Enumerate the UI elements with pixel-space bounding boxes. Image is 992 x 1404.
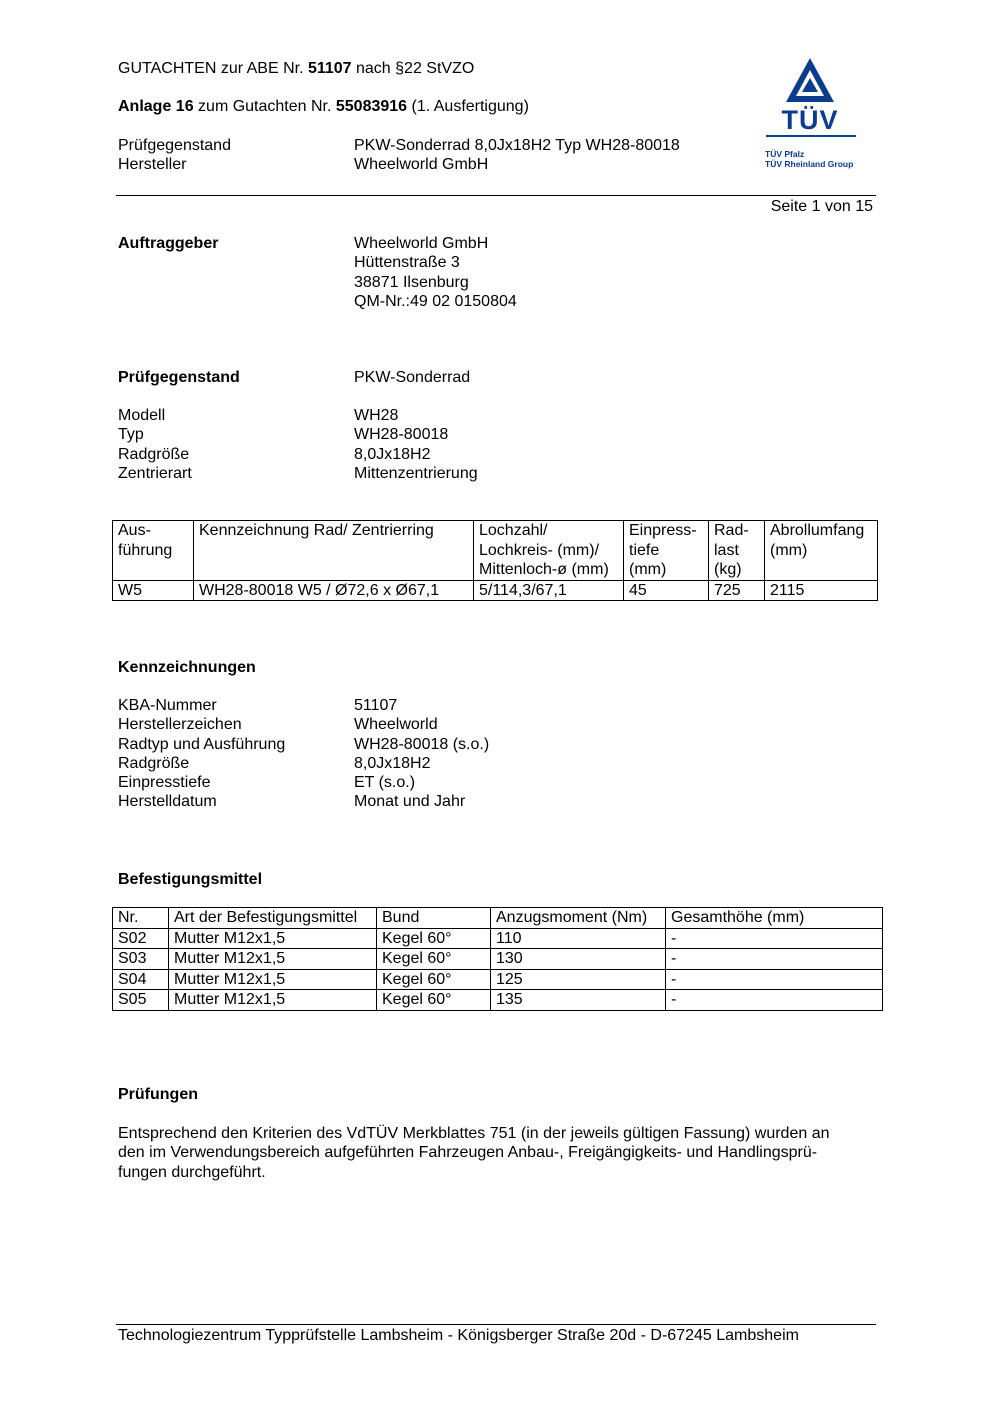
table-cell: Kegel 60°: [377, 949, 491, 970]
detail-label: Zentrierart: [118, 464, 192, 482]
table-cell: 2115: [765, 580, 878, 601]
detail-row: [118, 425, 478, 444]
address-line: Wheelworld GmbH: [354, 235, 489, 252]
header-ausfertigung: (1. Ausfertigung): [407, 98, 529, 115]
table-cell: 125: [491, 969, 666, 990]
table-cell: Kegel 60°: [377, 990, 491, 1011]
header-text: (mm): [629, 561, 667, 578]
tuv-logo-subtitle: [765, 150, 853, 169]
table-cell: 45: [624, 580, 709, 601]
paragraph-line: Entsprechend den Kriterien des VdTÜV Merkblattes 751 (in der jeweils gültigen Fassung) wurden an: [118, 1125, 830, 1142]
tuv-logo: [760, 56, 860, 172]
kennzeichnung-row: [118, 754, 489, 773]
address-line: 38871 Ilsenburg: [354, 273, 469, 291]
table-row: [113, 969, 883, 990]
table-row: [113, 580, 878, 601]
tuv-logo-rule: [766, 135, 856, 137]
header-divider: [116, 195, 876, 196]
header-text: Lochkreis- (mm)/: [479, 541, 600, 559]
header-abe-suffix: nach §22 StVZO: [351, 60, 475, 77]
pruefungen-paragraph: [118, 1124, 830, 1182]
pruefgegenstand-label: Prüfgegenstand: [118, 369, 240, 386]
kennzeichnungen-title: Kennzeichnungen: [118, 659, 256, 676]
kennzeichnung-value: 8,0Jx18H2: [354, 754, 431, 772]
header-text: Einpress-: [629, 522, 697, 539]
table-cell: 110: [491, 928, 666, 949]
pruefungen-title: Prüfungen: [118, 1086, 198, 1103]
header-text: Lochzahl/: [479, 522, 548, 539]
header-text: Kennzeichnung Rad/ Zentrierring: [199, 522, 434, 539]
wheel-header-cell: [765, 521, 878, 581]
kennzeichnung-row: [118, 735, 489, 754]
detail-value: WH28: [354, 407, 399, 424]
kennzeichnung-value: Wheelworld: [354, 716, 438, 734]
kennzeichnung-label: Radtyp und Ausführung: [118, 735, 286, 753]
table-cell: -: [666, 990, 883, 1011]
kennzeichnung-value: Monat und Jahr: [354, 793, 466, 811]
wheel-table-header: [113, 521, 878, 581]
paragraph-line: fungen durchgeführt.: [118, 1163, 266, 1181]
befestigung-header-cell: Bund: [377, 908, 491, 929]
kennzeichnung-label: Radgröße: [118, 754, 190, 772]
table-cell: Kegel 60°: [377, 969, 491, 990]
table-cell: -: [666, 969, 883, 990]
kennzeichnung-row: [118, 773, 489, 792]
table-row: [113, 949, 883, 970]
table-cell: Kegel 60°: [377, 928, 491, 949]
header-row: [118, 155, 680, 174]
header-row-label: Hersteller: [118, 156, 187, 174]
wheel-header-cell: [194, 521, 474, 581]
header-text: Rad-: [714, 522, 749, 539]
befestigung-table: [112, 907, 883, 1011]
wheel-header-cell: [624, 521, 709, 581]
detail-value: Mittenzentrierung: [354, 464, 478, 482]
header-abe-line: [118, 59, 474, 78]
table-row: [113, 990, 883, 1011]
tuv-logo-text: TÜV: [781, 105, 839, 135]
wheel-header-cell: [474, 521, 624, 581]
detail-value: 8,0Jx18H2: [354, 445, 431, 463]
kennzeichnung-label: Herstelldatum: [118, 793, 217, 811]
wheel-header-cell: [709, 521, 765, 581]
header-text: (mm): [770, 541, 808, 559]
kennzeichnung-value: 51107: [354, 697, 398, 714]
detail-row: [118, 445, 478, 464]
paragraph-line: den im Verwendungsbereich aufgeführten Fahrzeugen Anbau-, Freigängigkeits- und Handlingsprü-: [118, 1144, 818, 1162]
kennzeichnung-value: WH28-80018 (s.o.): [354, 735, 490, 753]
tuv-logo-sub1: TÜV Pfalz: [765, 149, 805, 159]
kennzeichnungen-list: [118, 696, 489, 812]
detail-label: Modell: [118, 407, 166, 424]
pruefgegenstand-details: [118, 406, 478, 483]
header-anlage-mid: zum Gutachten Nr.: [193, 98, 336, 115]
befestigung-header-cell: Art der Befestigungsmittel: [169, 908, 377, 929]
table-cell: 725: [709, 580, 765, 601]
table-cell: WH28-80018 W5 / Ø72,6 x Ø67,1: [194, 580, 474, 601]
header-abe-number: 51107: [307, 60, 352, 77]
table-cell: Mutter M12x1,5: [169, 928, 377, 949]
tuv-logo-sub2: TÜV Rheinland Group: [765, 158, 854, 169]
header-text: Mittenloch-ø (mm): [479, 561, 609, 578]
table-cell: S04: [113, 969, 169, 990]
footer-address: Technologiezentrum Typprüfstelle Lambsheim - Königsberger Straße 20d - D-67245 Lambsheim: [118, 1327, 799, 1344]
auftraggeber-label: Auftraggeber: [118, 235, 219, 252]
table-cell: 135: [491, 990, 666, 1011]
table-cell: Mutter M12x1,5: [169, 949, 377, 970]
header-row-label: Prüfgegenstand: [118, 137, 231, 154]
table-row: [113, 928, 883, 949]
befestigung-header-cell: Gesamthöhe (mm): [666, 908, 883, 929]
header-text: last: [714, 541, 739, 559]
header-row-value: Wheelworld GmbH: [354, 156, 489, 174]
page-number: Seite 1 von 15: [770, 198, 873, 215]
header-text: tiefe: [629, 541, 660, 559]
header-gutachten-number: 55083916: [335, 98, 408, 115]
auftraggeber-address: [354, 234, 517, 311]
header-row-value: PKW-Sonderrad 8,0Jx18H2 Typ WH28-80018: [354, 137, 680, 154]
kennzeichnung-label: Herstellerzeichen: [118, 716, 242, 734]
table-cell: Mutter M12x1,5: [169, 990, 377, 1011]
kennzeichnung-row: [118, 715, 489, 734]
table-cell: S05: [113, 990, 169, 1011]
address-line: QM-Nr.:49 02 0150804: [354, 292, 517, 310]
wheel-table: [112, 520, 878, 601]
detail-label: Radgröße: [118, 445, 190, 463]
table-cell: 5/114,3/67,1: [474, 580, 624, 601]
befestigung-header-cell: Nr.: [113, 908, 169, 929]
header-text: Abrollumfang: [770, 522, 865, 539]
kennzeichnung-label: Einpresstiefe: [118, 774, 211, 792]
table-cell: 130: [491, 949, 666, 970]
table-cell: S02: [113, 928, 169, 949]
header-info: [118, 136, 680, 175]
address-line: Hüttenstraße 3: [354, 254, 460, 272]
header-text: führung: [118, 541, 173, 559]
table-cell: -: [666, 949, 883, 970]
header-text: Aus-: [118, 522, 151, 539]
table-cell: Mutter M12x1,5: [169, 969, 377, 990]
befestigung-header: [113, 908, 883, 929]
footer-divider: [116, 1324, 876, 1325]
kennzeichnung-label: KBA-Nummer: [118, 697, 217, 714]
pruefgegenstand-value: PKW-Sonderrad: [354, 369, 471, 386]
kennzeichnung-row: [118, 696, 489, 715]
table-cell: W5: [113, 580, 194, 601]
detail-row: [118, 406, 478, 425]
befestigung-header-cell: Anzugsmoment (Nm): [491, 908, 666, 929]
header-abe-prefix: GUTACHTEN zur ABE Nr.: [118, 60, 308, 77]
header-anlage: Anlage 16: [118, 98, 194, 115]
header-row: [118, 136, 680, 155]
table-cell: S03: [113, 949, 169, 970]
header-text: (kg): [714, 561, 742, 578]
kennzeichnung-row: [118, 792, 489, 811]
header-anlage-line: [118, 97, 529, 116]
detail-value: WH28-80018: [354, 426, 449, 444]
befestigung-title: Befestigungsmittel: [118, 871, 263, 888]
table-cell: -: [666, 928, 883, 949]
kennzeichnung-value: ET (s.o.): [354, 774, 416, 792]
detail-label: Typ: [118, 426, 144, 444]
wheel-header-cell: [113, 521, 194, 581]
detail-row: [118, 464, 478, 483]
tuv-triangle-icon: [760, 56, 860, 106]
